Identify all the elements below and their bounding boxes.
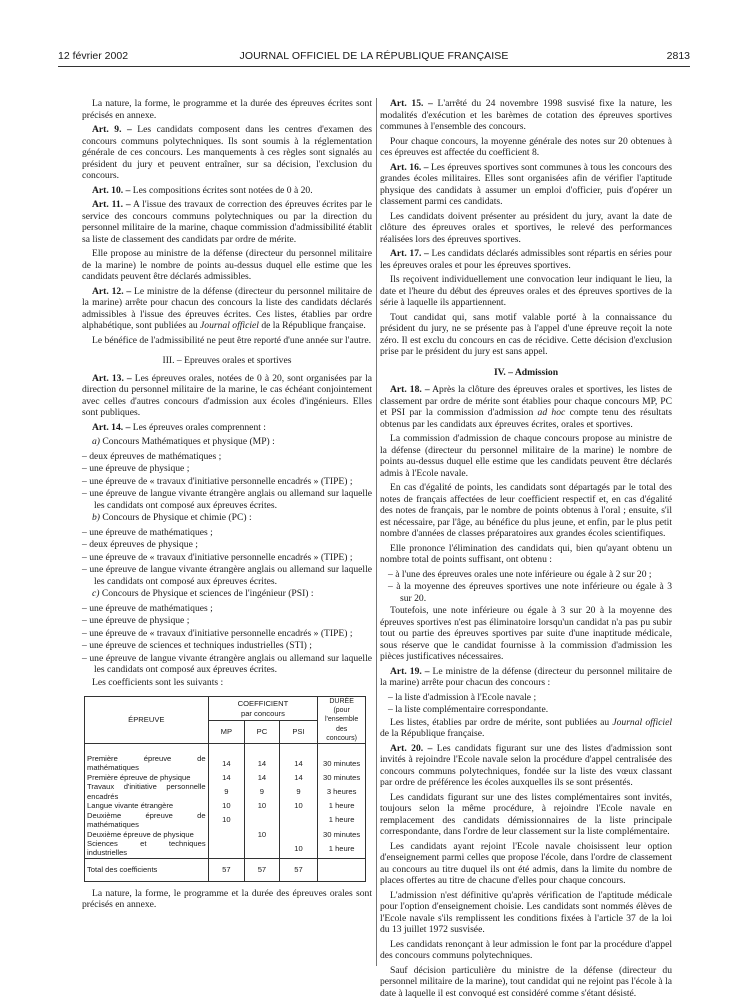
list-item: – la liste d'admission à l'Ecole navale ; xyxy=(388,691,537,703)
paragraph: Les coefficients sont les suivants : xyxy=(92,676,224,688)
page-header xyxy=(58,50,690,66)
coef-mp-cell: 14 xyxy=(208,754,244,772)
coef-psi-cell xyxy=(279,811,318,829)
list-item: – une épreuve de langue vivante étrangère anglais ou allemand sur laquelle les candidats ont composé aux épreuves écrites. xyxy=(82,488,372,511)
header-rule xyxy=(58,66,690,67)
coef-mp-cell: 9 xyxy=(208,782,244,800)
coef-psi-cell: 10 xyxy=(279,839,318,858)
coef-psi-cell: 9 xyxy=(279,782,318,800)
article-text: Les compositions écrites sont notées de 0 à 20. xyxy=(130,184,313,196)
header-pc: PC xyxy=(245,721,280,744)
header-psi: PSI xyxy=(279,721,318,744)
journal-reference: Journal officiel xyxy=(200,320,259,331)
paragraph: L'admission n'est définitive qu'après vérification de l'aptitude médicale pour l'option d'enseignement choisie. Les candidats sont nommés élèves de l'Ecole navale s'ils remplissent les conditions fixées à l'article 37 de la loi du 13 juillet 1972 susvisée. xyxy=(380,889,672,935)
epreuve-cell: Deuxième épreuve de physique xyxy=(85,829,209,839)
article-16 xyxy=(380,162,672,208)
epreuve-cell: Première épreuve de mathématiques xyxy=(85,754,209,772)
article-12 xyxy=(82,286,372,332)
coef-pc-cell: 14 xyxy=(245,772,280,782)
duree-cell: 1 heure xyxy=(318,839,366,858)
epreuve-cell: Travaux d'initiative personnelle encadrés xyxy=(85,782,209,800)
section-heading-3: III. – Epreuves orales et sportives xyxy=(162,355,292,366)
article-label: Art. 16. – xyxy=(390,161,429,173)
list-letter: a) xyxy=(92,436,100,447)
concours-name: Concours de Physique et sciences de l'ingénieur (PSI) : xyxy=(99,588,314,599)
paragraph: Les candidats doivent présenter au président du jury, avant la date de clôture des épreuves orales et sportives, le relevé des performances réalisées lors des épreuves sportives. xyxy=(380,210,672,245)
article-label: Art. 9. – xyxy=(92,124,132,135)
table-row xyxy=(85,811,366,829)
coef-pc-cell: 10 xyxy=(245,829,280,839)
table-row xyxy=(85,801,366,811)
list-item: – une épreuve de physique ; xyxy=(82,615,190,626)
paragraph-text: Les listes, établies par ordre de mérite, sont publiées au xyxy=(390,716,613,728)
list-item: – à l'une des épreuves orales une note inférieure ou égale à 2 sur 20 ; xyxy=(388,568,652,580)
right-column xyxy=(380,98,672,1002)
article-label: Art. 14. – xyxy=(92,421,131,433)
article-17 xyxy=(380,248,672,271)
duree-cell: 30 minutes xyxy=(318,772,366,782)
table-row xyxy=(85,772,366,782)
duree-cell: 30 minutes xyxy=(318,829,366,839)
duree-cell: 1 heure xyxy=(318,801,366,811)
table-total-row xyxy=(85,858,366,881)
coef-psi-cell: 14 xyxy=(279,754,318,772)
paragraph-text: de la République française. xyxy=(380,728,485,739)
article-19 xyxy=(380,666,672,689)
duree-cell: 3 heures xyxy=(318,782,366,800)
list-item: – une épreuve de sciences et techniques industrielles (STI) ; xyxy=(82,640,312,651)
article-13 xyxy=(82,373,372,419)
concours-name: Concours Mathématiques et physique (MP) : xyxy=(100,436,275,447)
coef-mp-cell: 10 xyxy=(208,801,244,811)
paragraph: Elle propose au ministre de la défense (directeur du personnel militaire de la marine) le nombre de points au-dessus duquel elle estime que les candidats peuvent être déclarés admissibles. xyxy=(82,248,372,282)
article-text: Les épreuves orales comprennent : xyxy=(130,421,266,433)
left-column xyxy=(82,98,372,914)
header-mp: MP xyxy=(208,721,244,744)
list-item: – une épreuve de langue vivante étrangère anglais ou allemand sur laquelle les candidats ont composé aux épreuves écrites. xyxy=(82,564,372,587)
article-label: Art. 18. – xyxy=(390,384,430,395)
article-18 xyxy=(380,384,672,430)
coefficients-table xyxy=(84,696,366,882)
list-item: – une épreuve de « travaux d'initiative personnelle encadrés » (TIPE) ; xyxy=(82,475,353,487)
article-text: Les candidats composent dans les centres d'examen des concours communs polytechniques. Ils sont soumis à la réglementation générale de ces concours. Les manquements à ces règles sont signalés au président du jury et peuvent entraîner, sur sa décision, l'exclusion du concours. xyxy=(82,124,372,181)
concours-c-title xyxy=(82,588,372,600)
article-label: Art. 19. – xyxy=(390,665,430,677)
concours-b-title xyxy=(82,512,372,524)
coef-pc-cell: 9 xyxy=(245,782,280,800)
article-label: Art. 20. – xyxy=(390,742,433,754)
coef-mp-cell: 10 xyxy=(208,811,244,829)
paragraph: En cas d'égalité de points, les candidats sont départagés par le total des notes de français affectées de leur coefficient respectif et, en cas d'égalité des notes de français, par le nombre de points obtenus à l'oral ; ensuite, s'il est nécessaire, par l'âge, au bénéfice du plus jeune, et enfin, par le plus petit nombre d'années de classes préparatoires aux grandes écoles scientifiques. xyxy=(380,482,672,539)
paragraph: Ils reçoivent individuellement une convocation leur indiquant le lieu, la date et l'heure du début des épreuves orales et des épreuves sportives de la série à laquelle ils appartiennent. xyxy=(380,274,672,308)
list-item: – une épreuve de « travaux d'initiative personnelle encadrés » (TIPE) ; xyxy=(82,627,353,639)
coef-pc-cell xyxy=(245,811,280,829)
article-label: Art. 10. – xyxy=(92,184,131,196)
article-10 xyxy=(82,185,372,197)
coef-psi-cell: 10 xyxy=(279,801,318,811)
table-row xyxy=(85,782,366,800)
article-text: Les candidats déclarés admissibles sont répartis en séries pour les épreuves orales et pour les épreuves sportives. xyxy=(380,248,672,271)
ad-hoc-term: ad hoc xyxy=(537,407,566,418)
list-letter: b) xyxy=(92,512,100,523)
journal-reference: Journal officiel xyxy=(612,716,672,728)
epreuve-cell: Première épreuve de physique xyxy=(85,772,209,782)
article-15 xyxy=(380,98,672,133)
paragraph: Elle prononce l'élimination des candidats qui, bien qu'ayant obtenu un nombre total de points suffisant, ont obtenu : xyxy=(380,542,672,565)
paragraph: La nature, la forme, le programme et la durée des épreuves écrites sont précisés en annexe. xyxy=(82,98,372,121)
coef-mp-cell xyxy=(208,839,244,858)
header-coef-title: COEFFICIENT xyxy=(237,699,289,709)
coef-psi-cell xyxy=(279,829,318,839)
article-text: Les épreuves sportives sont communes à tous les concours des grandes écoles militaires. Elles sont organisées afin de vérifier l'aptitude physique des candidats à assumer un emploi d'officier, puis d'opérer un classement parmi ces candidats. xyxy=(380,161,672,207)
article-text: Les candidats figurant sur une des listes d'admission sont invités à rejoindre l'Ecole navale selon la procédure d'appel centralisée des concours communs polytechniques, fondée sur la liste des vœux classant par ordre de préférence les écoles auxquelles ils se sont présentés. xyxy=(380,742,672,788)
list-item: – une épreuve de langue vivante étrangère anglais ou allemand sur laquelle les candidats ont composé aux épreuves écrites. xyxy=(82,652,372,675)
article-text: Le ministre de la défense (directeur du personnel militaire de la marine) arrête pour chacun des concours la liste des candidats déclarés admissibles à l'issue des épreuves écrites. Ces listes, établies par ordre alphabétique, sont publiées au xyxy=(82,285,372,331)
header-date: 12 février 2002 xyxy=(58,50,129,62)
article-11 xyxy=(82,199,372,245)
header-duree: DURÉE (pour l'ensemble des concours) xyxy=(318,697,366,744)
article-label: Art. 17. – xyxy=(390,248,429,259)
article-20 xyxy=(380,743,672,789)
article-text: L'arrêté du 24 novembre 1998 susvisé fixe la nature, les modalités d'exécution et les barèmes de cotation des épreuves sportives communes à l'ensemble des concours. xyxy=(380,98,672,132)
table-row xyxy=(85,754,366,772)
article-text: Le ministre de la défense (directeur du personnel militaire de la marine) arrête pour chacun des concours : xyxy=(380,665,672,688)
list-item: – une épreuve de physique ; xyxy=(82,463,190,474)
paragraph: Toutefois, une note inférieure ou égale à 3 sur 20 à la moyenne des épreuves sportives n'est pas éliminatoire lorsqu'un candidat n'a pas pu subir tout ou partie des épreuves sportives par suite d'une inaptitude médicale, sous réserve que le candidat fournisse à la commission d'admission les pièces justificatives nécessaires. xyxy=(380,605,672,662)
article-text: compte tenu des résultats obtenus par les candidats aux épreuves écrites, orales et sportives. xyxy=(380,407,672,430)
coef-mp-cell xyxy=(208,829,244,839)
article-text: de la République française. xyxy=(258,320,366,331)
paragraph: La nature, la forme, le programme et la durée des épreuves orales sont précisés en annexe. xyxy=(82,887,372,911)
table-row xyxy=(85,839,366,858)
list-item: – une épreuve de « travaux d'initiative personnelle encadrés » (TIPE) ; xyxy=(82,551,353,563)
article-label: Art. 13. – xyxy=(92,372,132,384)
duree-cell: 1 heure xyxy=(318,811,366,829)
coef-pc-cell: 14 xyxy=(245,754,280,772)
paragraph xyxy=(380,717,672,740)
concours-a-title xyxy=(82,436,372,448)
paragraph: Pour chaque concours, la moyenne générale des notes sur 20 obtenues à ces épreuves est affectée du coefficient 8. xyxy=(380,135,672,158)
article-text: Après la clôture des épreuves orales et sportives, les listes de classement par ordre de mérite sont établies pour chaque concours MP, PC et PSI par la commission d'admission xyxy=(380,384,672,418)
header-coefficient xyxy=(208,697,318,721)
paragraph: Sauf décision particulière du ministre de la défense (directeur du personnel militaire de la marine), tout candidat qui ne rejoint pas l'école à la date à laquelle il est convoqué est considéré comme s'étant désisté. xyxy=(380,964,672,999)
epreuve-cell: Langue vivante étrangère xyxy=(85,801,209,811)
paragraph: Les candidats renonçant à leur admission le font par la procédure d'appel des concours communs polytechniques. xyxy=(380,938,672,961)
list-item: – deux épreuves de physique ; xyxy=(82,539,198,550)
list-item: – une épreuve de mathématiques ; xyxy=(82,602,213,614)
list-item: – deux épreuves de mathématiques ; xyxy=(82,450,222,462)
coef-pc-cell: 10 xyxy=(245,801,280,811)
total-label: Total des coefficients xyxy=(85,858,209,881)
list-item: – à la moyenne des épreuves sportives une note inférieure ou égale à 3 sur 20. xyxy=(388,581,672,604)
concours-name: Concours de Physique et chimie (PC) : xyxy=(100,512,252,523)
total-empty-cell xyxy=(318,858,366,881)
duree-cell: 30 minutes xyxy=(318,754,366,772)
table-body xyxy=(85,744,366,859)
article-14 xyxy=(82,422,372,434)
total-psi: 57 xyxy=(279,858,318,881)
coef-psi-cell: 14 xyxy=(279,772,318,782)
header-page-number: 2813 xyxy=(666,50,690,62)
paragraph: Le bénéfice de l'admissibilité ne peut être reporté d'une année sur l'autre. xyxy=(92,334,372,346)
header-journal-title: JOURNAL OFFICIEL DE LA RÉPUBLIQUE FRANÇAISE xyxy=(239,50,509,62)
article-text: A l'issue des travaux de correction des épreuves écrites par le service des concours communs polytechniques ou par la direction du personnel militaire de la marine, chaque commission d'admissibilité établit sa liste de classement des candidats par ordre de mérite. xyxy=(82,199,372,245)
paragraph: Tout candidat qui, sans motif valable porté à la connaissance du président du jury, ne se présente pas à l'appel d'une épreuve reçoit la note zéro. Il est exclu du concours en cas de récidive. Cette décision d'exclusion prise par le président du jury est sans appel. xyxy=(380,311,672,357)
header-coef-subtitle: par concours xyxy=(240,708,285,718)
list-item: – la liste complémentaire correspondante. xyxy=(388,704,549,715)
article-label: Art. 15. – xyxy=(390,98,433,109)
paragraph: Les candidats ayant rejoint l'Ecole navale choisissent leur option d'enseignement parmi celles que propose l'école, dans l'ordre de classement au concours au titre duquel ils ont été admis, dans la limite du nombre de places offertes au titre de chacune d'elles pour chaque concours. xyxy=(380,840,672,886)
paragraph: La commission d'admission de chaque concours propose au ministre de la défense (directeur du personnel militaire de la marine) le nombre de points au-dessus duquel elle estime que les candidats peuvent être déclarés admis à l'Ecole navale. xyxy=(380,433,672,479)
list-item: – une épreuve de mathématiques ; xyxy=(82,526,213,538)
paragraph: Les candidats figurant sur une des listes complémentaires sont invités, toujours selon la même procédure, à rejoindre l'Ecole navale en remplacement des candidats démissionnaires de la liste principale correspondante, dans l'ordre de leur classement sur la liste complémentaire. xyxy=(380,791,672,837)
list-letter: c) xyxy=(92,588,100,599)
section-heading-4: IV. – Admission xyxy=(493,366,559,378)
coef-mp-cell: 14 xyxy=(208,772,244,782)
epreuve-cell: Deuxième épreuve de mathématiques xyxy=(85,811,209,829)
header-epreuve: ÉPREUVE xyxy=(85,697,209,744)
epreuve-cell: Sciences et techniques industrielles xyxy=(85,839,209,858)
article-9 xyxy=(82,124,372,182)
coef-pc-cell xyxy=(245,839,280,858)
article-label: Art. 11. – xyxy=(92,199,131,210)
total-mp: 57 xyxy=(208,858,244,881)
article-text: Les épreuves orales, notées de 0 à 20, sont organisées par la direction du personnel militaire de la marine, le cas échéant conjointement avec celles d'autres concours d'admission aux écoles d'ingénieurs. Elles sont publiques. xyxy=(82,372,372,418)
total-pc: 57 xyxy=(245,858,280,881)
article-label: Art. 12. – xyxy=(92,285,132,297)
table-row xyxy=(85,829,366,839)
column-divider xyxy=(376,98,377,966)
